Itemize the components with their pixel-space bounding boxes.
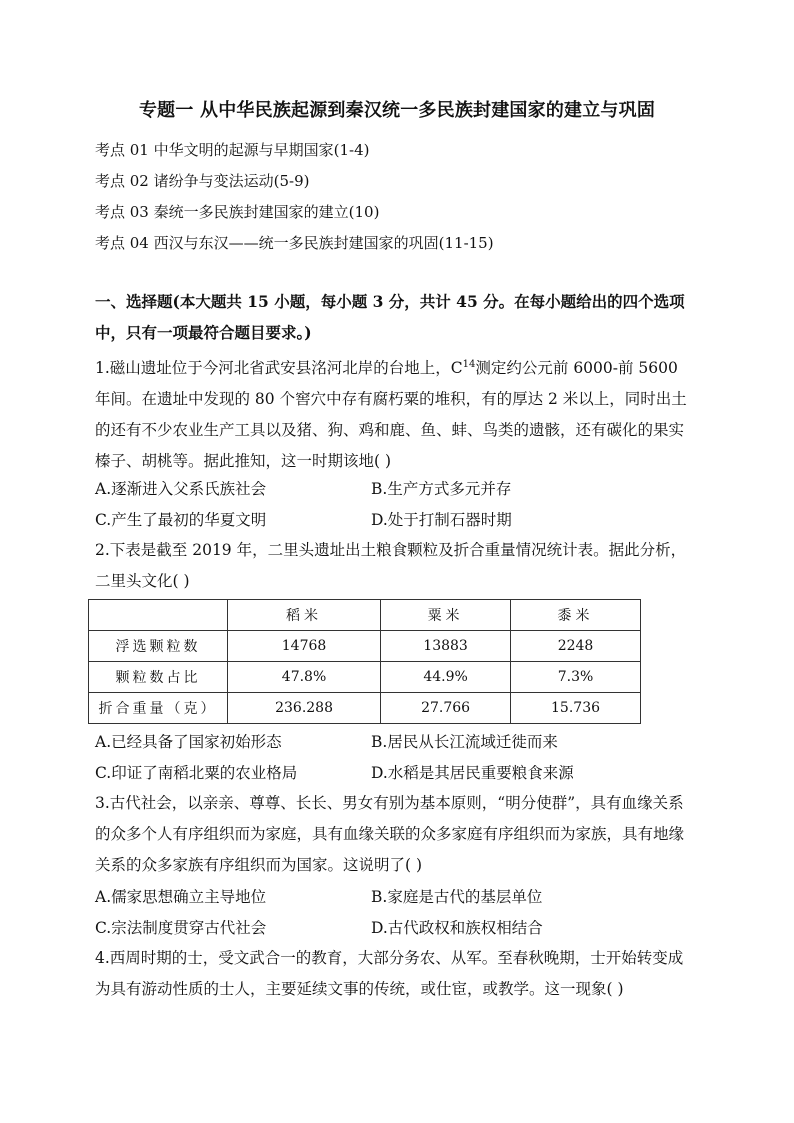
table-header-cell: 粟米 <box>381 600 511 631</box>
table-cell: 44.9% <box>381 662 511 693</box>
kaodian-item: 考点 04 西汉与东汉——统一多民族封建国家的巩固(11-15) <box>95 234 494 252</box>
table-cell: 47.8% <box>228 662 381 693</box>
question-3-text: 3.古代社会，以亲亲、尊尊、长长、男女有别为基本原则，“明分使群”，具有血缘关系的众多个人有序组织而为家庭，具有血缘关联的众多家庭有序组织而为家族，具有地缘关系的众多家族有序组织而为国家。这说明了( ) <box>95 794 685 874</box>
table-row-label: 浮选颗粒数 <box>89 631 228 662</box>
table-cell: 13883 <box>381 631 511 662</box>
q1-option-b: B.生产方式多元并存 <box>371 480 512 498</box>
kaodian-item: 考点 02 诸纷争与变法运动(5-9) <box>95 172 310 190</box>
q3-option-c: C.宗法制度贯穿古代社会 <box>95 919 267 937</box>
question-1-text-a: 1.磁山遗址位于今河北省武安县洺河北岸的台地上，C <box>95 359 463 378</box>
q2-option-a: A.已经具备了国家初始形态 <box>95 733 282 751</box>
question-1-text-b: 测定约公元前 6000-前 5600 年间。在遗址中发现的 80 个窖穴中存有腐朽粟的堆积，有的厚达 2 米以上，同时出土的还有不少农业生产工具以及猪、狗、鸡和鹿、鱼、蚌、鸟类的遗骸，还有碳化的果实榛子、胡桃等。据此推知，这一时期该地( ) <box>95 359 687 471</box>
table-cell: 7.3% <box>511 662 641 693</box>
table-row <box>89 631 641 662</box>
page-title: 专题一 从中华民族起源到秦汉统一多民族封建国家的建立与巩固 <box>138 100 656 121</box>
grain-statistics-table <box>88 599 641 724</box>
table-cell: 14768 <box>228 631 381 662</box>
table-row-label: 折合重量（克） <box>89 693 228 724</box>
q3-option-a: A.儒家思想确立主导地位 <box>95 888 267 906</box>
table-cell: 2248 <box>511 631 641 662</box>
q2-option-b: B.居民从长江流域迁徙而来 <box>371 733 558 751</box>
q2-option-d: D.水稻是其居民重要粮食来源 <box>371 764 574 782</box>
table-row-label: 颗粒数占比 <box>89 662 228 693</box>
isotope-superscript: 14 <box>462 359 476 370</box>
q1-option-c: C.产生了最初的华夏文明 <box>95 511 267 529</box>
q1-option-a: A.逐渐进入父系氏族社会 <box>95 480 267 498</box>
q3-option-d: D.古代政权和族权相结合 <box>371 919 543 937</box>
table-header-row <box>89 600 641 631</box>
kaodian-item: 考点 03 秦统一多民族封建国家的建立(10) <box>95 203 380 221</box>
section-heading: 一、选择题(本大题共 15 小题，每小题 3 分，共计 45 分。在每小题给出的四个选项中，只有一项最符合题目要求。) <box>95 292 685 342</box>
table-header-cell <box>89 600 228 631</box>
question-4-text: 4.西周时期的士，受文武合一的教育，大部分务农、从军。至春秋晚期，士开始转变成为具有游动性质的士人，主要延续文事的传统，或仕宦，或教学。这一现象( ) <box>95 949 684 998</box>
table-cell: 15.736 <box>511 693 641 724</box>
question-1-text <box>95 349 697 477</box>
q1-option-d: D.处于打制石器时期 <box>371 511 512 529</box>
table-cell: 27.766 <box>381 693 511 724</box>
q2-option-c: C.印证了南稻北粟的农业格局 <box>95 764 298 782</box>
table-header-cell: 稻米 <box>228 600 381 631</box>
question-2-text: 2.下表是截至 2019 年，二里头遗址出土粮食颗粒及折合重量情况统计表。据此分析，二里头文化( ) <box>95 541 687 590</box>
table-row <box>89 662 641 693</box>
table-cell: 236.288 <box>228 693 381 724</box>
kaodian-item: 考点 01 中华文明的起源与早期国家(1-4) <box>95 141 370 159</box>
table-row <box>89 693 641 724</box>
q3-option-b: B.家庭是古代的基层单位 <box>371 888 543 906</box>
table-header-cell: 黍米 <box>511 600 641 631</box>
